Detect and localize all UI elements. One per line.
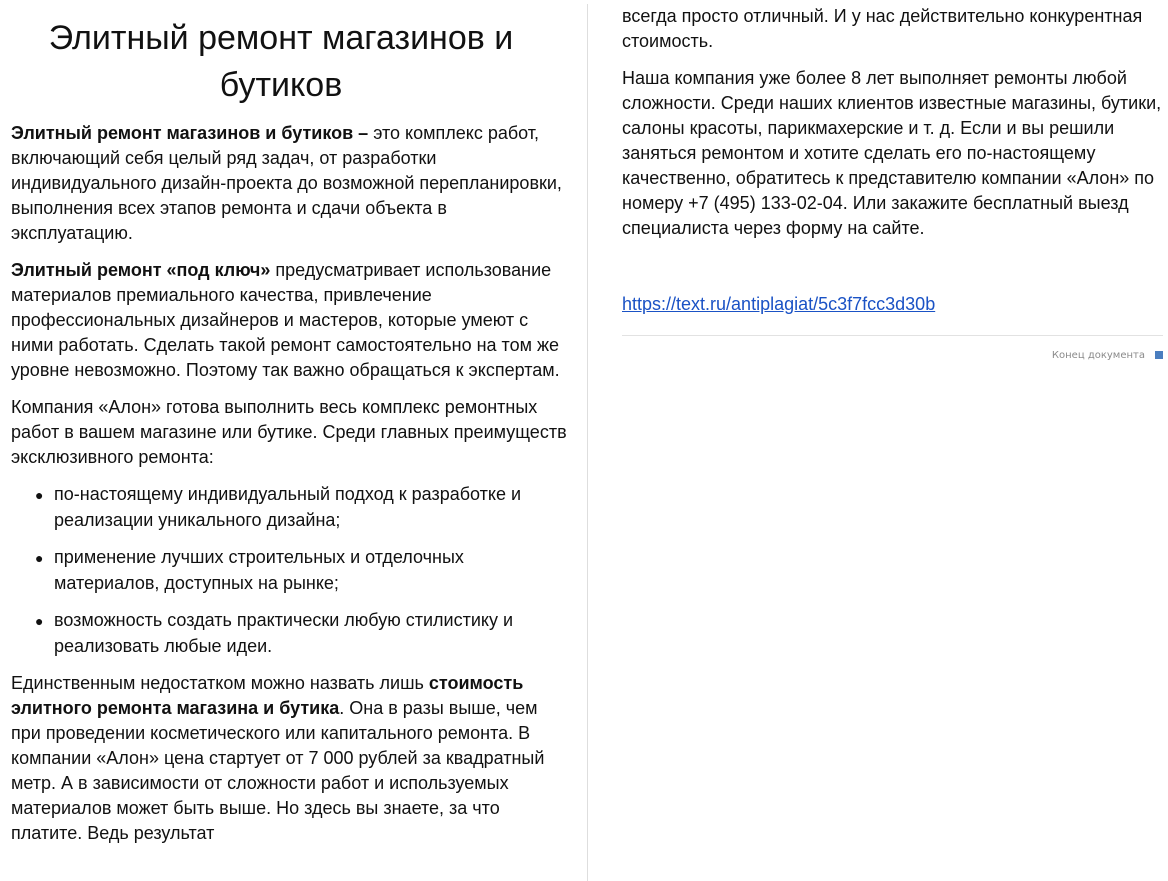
document-title: Элитный ремонт магазинов и бутиков: [48, 19, 514, 104]
paragraph-turnkey: [11, 258, 571, 383]
antiplagiat-link[interactable]: https://text.ru/antiplagiat/5c3f7fcc3d30b: [622, 294, 936, 314]
bullet-icon: ●: [35, 550, 44, 566]
advantages-list: [11, 482, 571, 659]
paragraph-cost-continued: всегда просто отличный. И у нас действительно конкурентная стоимость.: [622, 6, 1143, 51]
end-square-icon: [1155, 351, 1163, 359]
intro-text: это комплекс работ, включающий себя целый ряд задач, от разработки индивидуального дизайн-проекта до возможной перепланировки, выполнения всех этапов ремонта и сдачи объекта в эксплуатацию.: [11, 123, 562, 243]
list-item: ● по-настоящему индивидуальный подход к разработке и реализации уникального дизайна;: [35, 484, 522, 530]
list-item: ● возможность создать практически любую стилистику и реализовать любые идеи.: [35, 610, 513, 656]
bullet-icon: ●: [35, 613, 44, 629]
paragraph-company: Компания «Алон» готова выполнить весь комплекс ремонтных работ в вашем магазине или бутике. Среди главных преимуществ эксклюзивного ремонта:: [11, 397, 567, 467]
right-column: [622, 4, 1168, 362]
end-of-document: [622, 350, 1163, 362]
end-of-document-label: Конец документа: [1051, 350, 1145, 361]
intro-bold: Элитный ремонт магазинов и бутиков –: [11, 123, 369, 143]
cost-bold: стоимость элитного ремонта магазина и бутика: [11, 673, 524, 718]
turnkey-text: предусматривает использование материалов премиального качества, привлечение профессиональных дизайнеров и мастеров, которые умеют с ними работать. Сделать такой ремонт самостоятельно на том же уровне невозможно. Поэтому так важно обращаться к экспертам.: [11, 260, 560, 380]
paragraph-intro: [11, 121, 571, 246]
bullet-icon: ●: [35, 487, 44, 503]
left-column: [11, 0, 571, 858]
end-divider: [622, 335, 1163, 336]
column-separator: [587, 4, 588, 881]
list-item: ● применение лучших строительных и отделочных материалов, доступных на рынке;: [35, 547, 464, 593]
turnkey-bold: Элитный ремонт «под ключ»: [11, 260, 271, 280]
paragraph-contact: Наша компания уже более 8 лет выполняет ремонты любой сложности. Среди наших клиентов известные магазины, бутики, салоны красоты, парикмахерские и т. д. Если и вы решили заняться ремонтом и хотите сделать его по-настоящему качественно, обратитесь к представителю компании «Алон» по номеру +7 (495) 133-02-04. Или закажите бесплатный выезд специалиста через форму на сайте.: [622, 68, 1162, 238]
link-block: [622, 292, 1168, 317]
paragraph-cost: Единственным недостатком можно назвать лишь стоимость элитного ремонта магазина и бутика. Она в разы выше, чем при проведении косметического или капитального ремонта. В компании «Алон» цена стартует от 7 000 рублей за квадратный метр. А в зависимости от сложности работ и используемых материалов может быть выше. Но здесь вы знаете, за что платите. Ведь результат: [11, 673, 545, 843]
